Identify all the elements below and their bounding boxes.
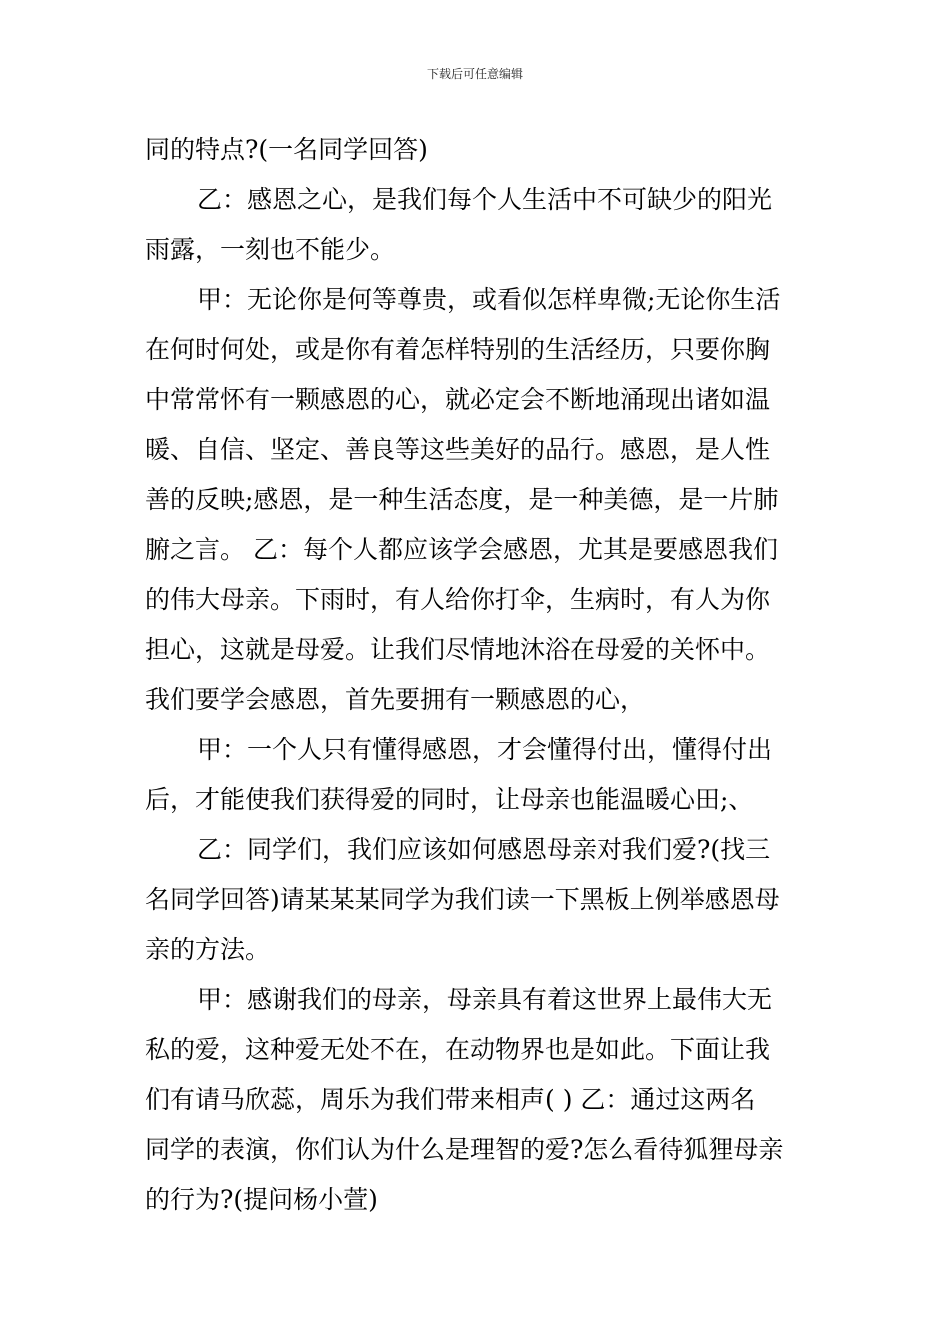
text-line: 的行为?(提问杨小萱) xyxy=(145,1185,378,1214)
text-line: 乙：同学们，我们应该如何感恩母亲对我们爱?(找三 xyxy=(197,835,771,864)
text-line: 担心，这就是母爱。让我们尽情地沐浴在母爱的关怀中。 xyxy=(145,635,771,664)
text-line: 甲：感谢我们的母亲，母亲具有着这世界上最伟大无 xyxy=(197,985,773,1014)
text-line: 雨露，一刻也不能少。 xyxy=(145,235,396,264)
text-line: 暖、自信、坚定、善良等这些美好的品行。感恩，是人性 xyxy=(145,435,771,464)
page-header: 下载后可任意编辑 xyxy=(426,67,523,81)
text-line: 私的爱，这种爱无处不在，在动物界也是如此。下面让我 xyxy=(145,1035,771,1064)
text-line: 的伟大母亲。下雨时，有人给你打伞，生病时，有人为你 xyxy=(145,585,771,614)
text-line: 亲的方法。 xyxy=(145,935,271,964)
text-line: 甲：一个人只有懂得感恩，才会懂得付出，懂得付出 xyxy=(197,735,773,764)
text-line: 乙：感恩之心，是我们每个人生活中不可缺少的阳光 xyxy=(197,185,773,214)
text-line: 们有请马欣蕊，周乐为我们带来相声( ) 乙：通过这两名 xyxy=(145,1085,756,1114)
text-line: 同的特点?(一名同学回答) xyxy=(145,135,428,164)
text-line: 同学的表演，你们认为什么是理智的爱?怎么看待狐狸母亲 xyxy=(145,1135,784,1164)
text-line: 在何时何处，或是你有着怎样特别的生活经历，只要你胸 xyxy=(145,335,771,364)
text-line: 我们要学会感恩，首先要拥有一颗感恩的心， xyxy=(145,685,646,714)
text-line: 后，才能使我们获得爱的同时，让母亲也能温暖心田;、 xyxy=(145,785,754,814)
text-line: 善的反映;感恩，是一种生活态度，是一种美德，是一片肺 xyxy=(145,485,779,514)
body-text xyxy=(145,125,810,1225)
text-line: 甲：无论你是何等尊贵，或看似怎样卑微;无论你生活 xyxy=(197,285,781,314)
text-line: 名同学回答)请某某某同学为我们读一下黑板上例举感恩母 xyxy=(145,885,780,914)
text-line: 中常常怀有一颗感恩的心，就必定会不断地涌现出诸如温 xyxy=(145,385,771,414)
text-line: 腑之言。 乙：每个人都应该学会感恩，尤其是要感恩我们 xyxy=(145,535,778,564)
